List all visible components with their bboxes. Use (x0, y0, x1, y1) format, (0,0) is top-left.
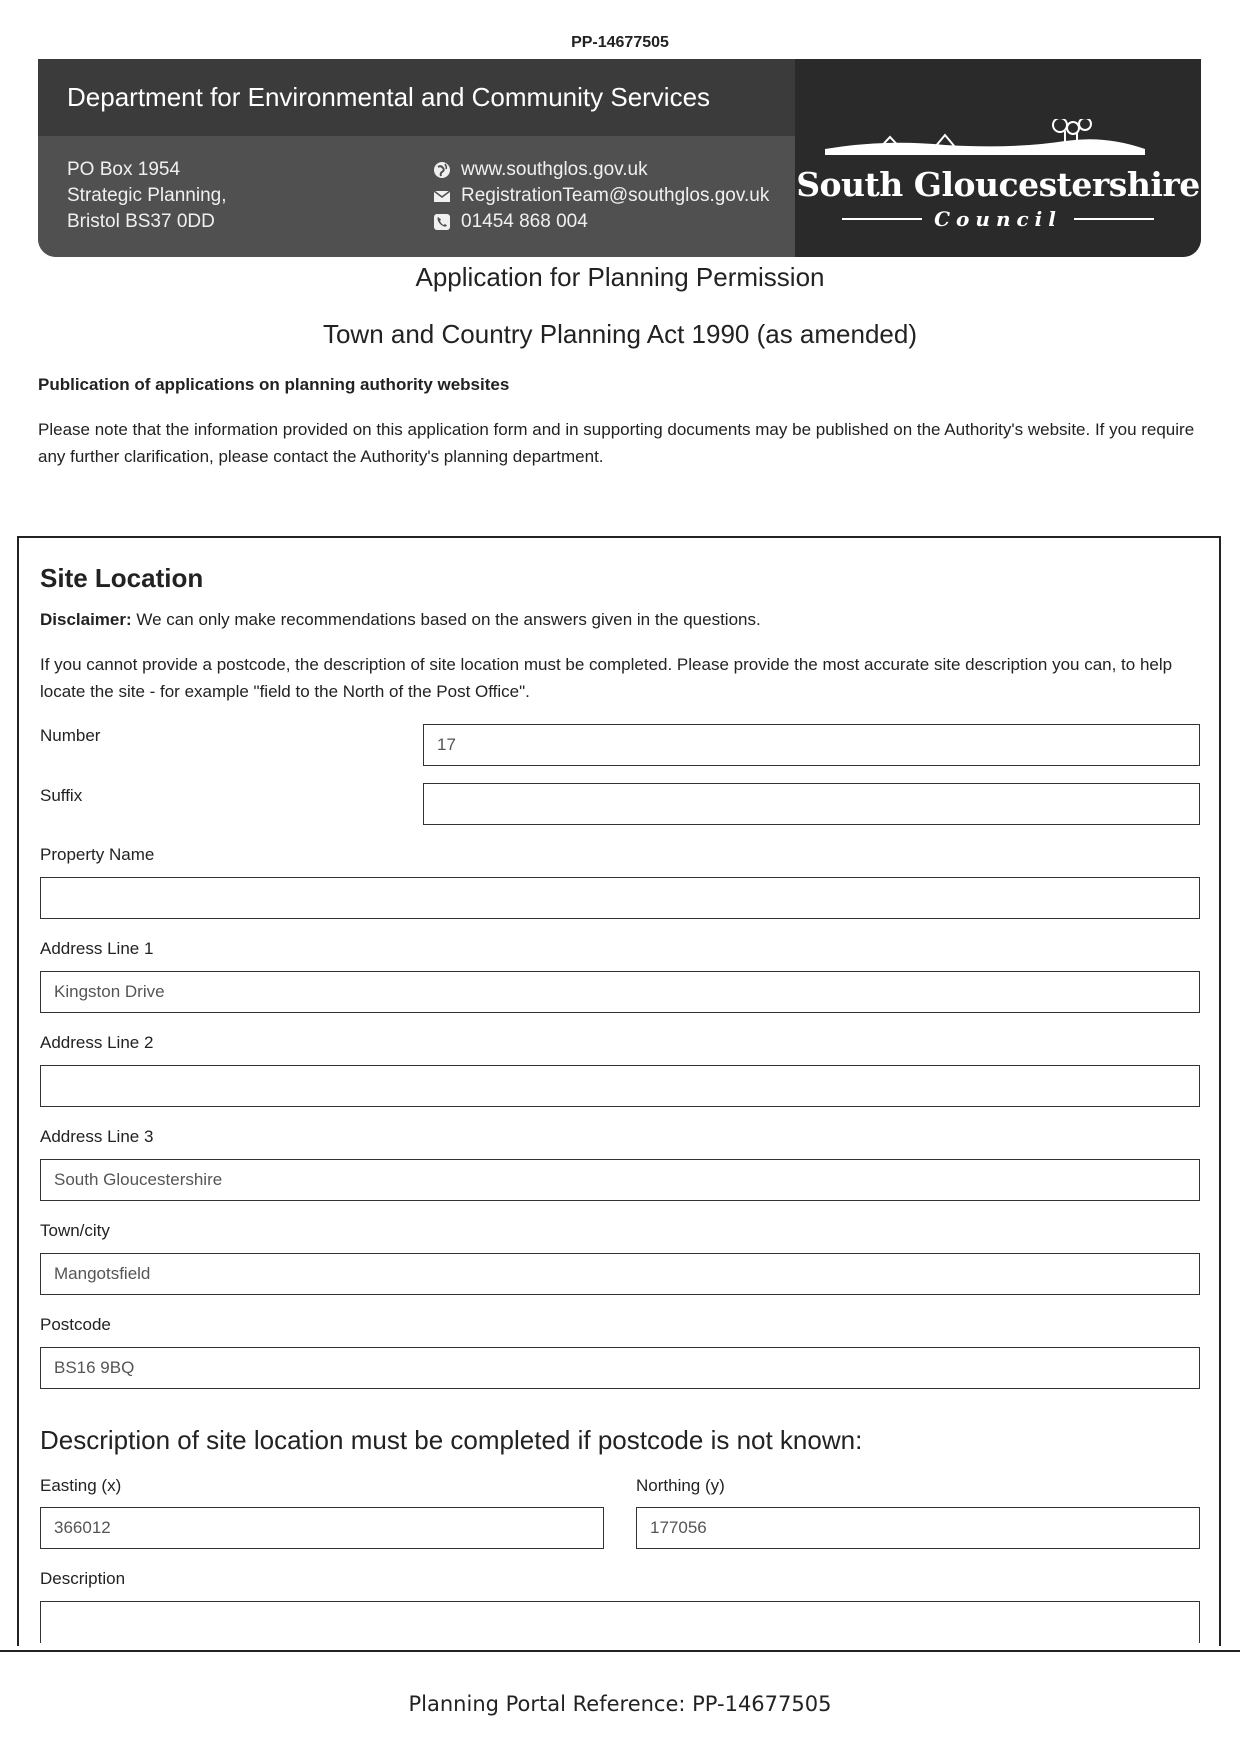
address-line-3-field[interactable]: South Gloucestershire (40, 1159, 1200, 1201)
section-title: Site Location (40, 563, 204, 593)
disclaimer-text: We can only make recommendations based on the answers given in the questions. (131, 610, 761, 629)
department-title: Department for Environmental and Community Services (67, 82, 711, 112)
page-subtitle: Town and Country Planning Act 1990 (as amended) (322, 319, 918, 349)
number-field[interactable]: 17 (423, 724, 1200, 766)
suffix-field[interactable] (423, 783, 1200, 825)
phone-row (433, 209, 769, 235)
town-city-label: Town/city (40, 1221, 110, 1240)
globe-icon (433, 161, 451, 179)
northing-label: Northing (y) (636, 1476, 725, 1495)
address-line-2-field[interactable] (40, 1065, 1200, 1107)
easting-label: Easting (x) (40, 1476, 122, 1495)
logo-name: South Gloucestershire (796, 165, 1200, 204)
disclaimer-label: Disclaimer: (40, 610, 132, 629)
town-city-field[interactable]: Mangotsfield (40, 1253, 1200, 1295)
description-label: Description (40, 1569, 126, 1588)
footer-reference: Planning Portal Reference: PP-14677505 (408, 1692, 832, 1716)
email-row (433, 183, 769, 209)
address-line-1-field[interactable]: Kingston Drive (40, 971, 1200, 1013)
bridge-tree-logo-icon (815, 119, 1155, 159)
disclaimer (40, 610, 761, 630)
description-field[interactable] (40, 1601, 1200, 1643)
address-line: PO Box 1954 (67, 159, 181, 180)
phone-icon (433, 213, 451, 231)
suffix-label: Suffix (40, 786, 83, 805)
description-heading: Description of site location must be completed if postcode is not known: (40, 1425, 863, 1455)
postcode-label: Postcode (40, 1315, 111, 1334)
council-header (38, 59, 1201, 257)
publication-heading: Publication of applications on planning authority websites (38, 375, 510, 394)
address-line: Bristol BS37 0DD (67, 211, 215, 232)
property-name-field[interactable] (40, 877, 1200, 919)
postal-address (67, 157, 227, 235)
number-label: Number (40, 726, 101, 745)
site-instructions: If you cannot provide a postcode, the description of site location must be completed. Please provide the most accurate site description you can, to help locate the site - for example "field to the North of the Post Office". (40, 655, 1173, 701)
address-line-3-label: Address Line 3 (40, 1127, 154, 1146)
reference-number-top: PP-14677505 (571, 34, 669, 51)
publication-note: Please note that the information provided on this application form and in supporting documents may be published on the Authority's website. If you require any further clarification, please contact the Authority's planning department. (38, 420, 1195, 466)
contact-details (433, 157, 769, 235)
envelope-icon (433, 187, 451, 205)
address-line-2-label: Address Line 2 (40, 1033, 154, 1052)
footer-divider (0, 1650, 1240, 1652)
email-link[interactable]: RegistrationTeam@southglos.gov.uk (461, 185, 770, 206)
northing-field[interactable]: 177056 (636, 1507, 1200, 1549)
logo-subtitle (795, 207, 1201, 231)
department-bar (38, 59, 795, 136)
property-name-label: Property Name (40, 845, 155, 864)
council-logo (795, 59, 1201, 257)
phone-number: 01454 868 004 (461, 211, 588, 232)
logo-council-word: Council (934, 207, 1062, 231)
postcode-field[interactable]: BS16 9BQ (40, 1347, 1200, 1389)
easting-field[interactable]: 366012 (40, 1507, 604, 1549)
address-line-1-label: Address Line 1 (40, 939, 154, 958)
header-contact-panel (38, 59, 795, 257)
website-row (433, 157, 769, 183)
page-title: Application for Planning Permission (415, 262, 825, 292)
address-line: Strategic Planning, (67, 185, 227, 206)
website-link[interactable]: www.southglos.gov.uk (461, 159, 648, 180)
